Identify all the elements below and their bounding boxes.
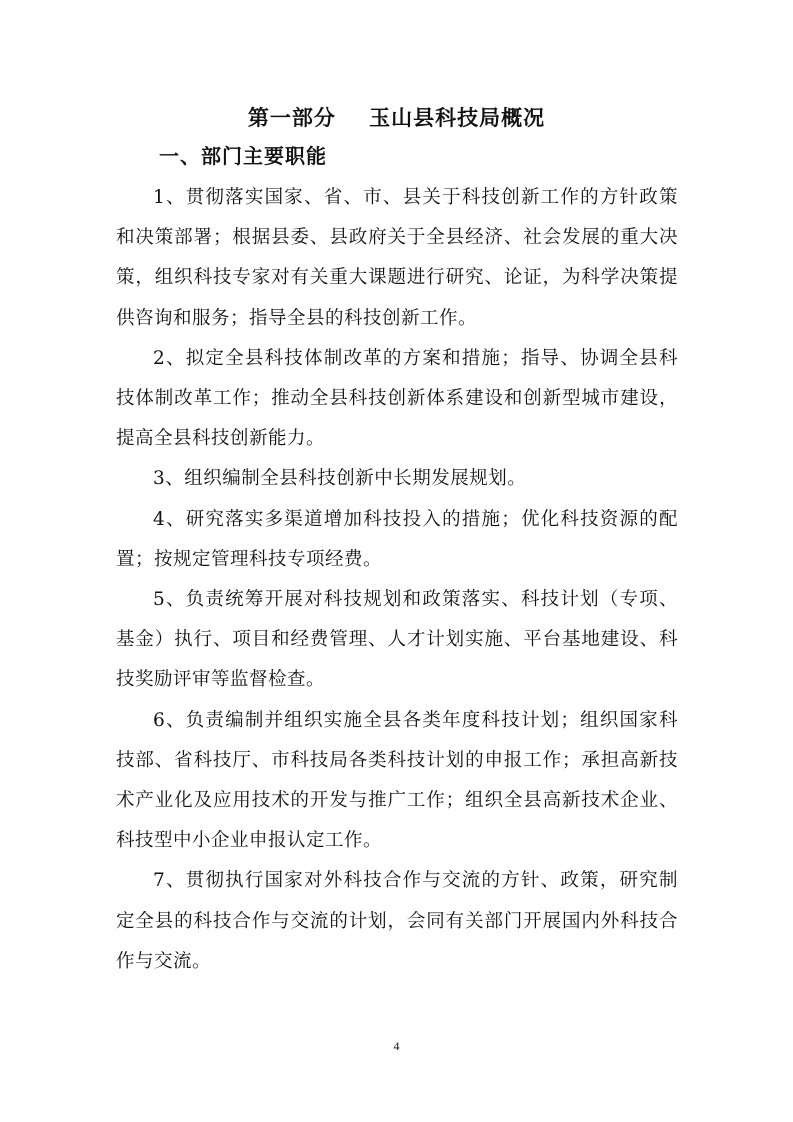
paragraph-6: 6、负责编制并组织实施全县各类年度科技计划；组织国家科技部、省科技厅、市科技局各类科技计划的申报工作；承担高新技术产业化及应用技术的开发与推广工作；组织全县高新技术企业、科技型中小企业申报认定工作。 [116, 709, 678, 852]
paragraph-5: 5、负责统筹开展对科技规划和政策落实、科技计划（专项、基金）执行、项目和经费管理、人才计划实施、平台基地建设、科技奖励评审等监督检查。 [116, 589, 678, 691]
section-heading: 一、部门主要职能 [159, 144, 327, 168]
page-title: 第一部分 玉山县科技局概况 [247, 106, 546, 130]
body-text [116, 178, 678, 982]
paragraph-7: 7、贯彻执行国家对外科技合作与交流的方针、政策，研究制定全县的科技合作与交流的计划，会同有关部门开展国内外科技合作与交流。 [116, 870, 678, 972]
paragraph-4: 4、研究落实多渠道增加科技投入的措施；优化科技资源的配置；按规定管理科技专项经费。 [116, 508, 678, 570]
page-number: 4 [393, 1039, 400, 1053]
paragraph-3: 3、组织编制全县科技创新中长期发展规划。 [153, 468, 527, 490]
paragraph-1: 1、贯彻落实国家、省、市、县关于科技创新工作的方针政策和决策部署；根据县委、县政府关于全县经济、社会发展的重大决策，组织科技专家对有关重大课题进行研究、论证，为科学决策提供咨询和服务；指导全县的科技创新工作。 [116, 187, 678, 329]
paragraph-2: 2、拟定全县科技体制改革的方案和措施；指导、协调全县科技体制改革工作；推动全县科技创新体系建设和创新型城市建设，提高全县科技创新能力。 [116, 347, 678, 450]
